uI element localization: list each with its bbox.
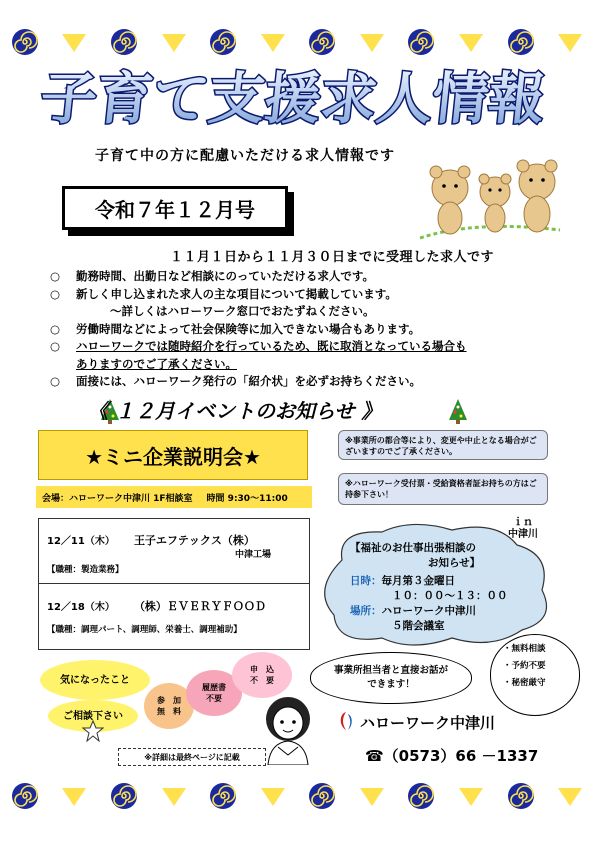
triangle-icon xyxy=(160,28,188,56)
event-heading: 《 １２月イベントのお知らせ 》 xyxy=(88,399,382,423)
feature-item: ・予約不要 xyxy=(503,661,546,671)
note-item: ○ 新しく申し込まれた求人の主な項目について掲載しています。 xyxy=(50,286,397,301)
bubble-resume: 履歴書 不要 xyxy=(186,670,242,716)
note-item: ○ 労働時間などによって社会保険等に加入できない場合もあります。 xyxy=(50,321,421,336)
welfare-place: 場所：ハローワーク中津川 xyxy=(350,605,476,617)
period-text: １１月１日から１１月３０日までに受理した求人です xyxy=(170,250,495,265)
note-item: ありますのでご了承ください。 xyxy=(76,356,237,371)
event-title: ★ミニ企業説明会★ xyxy=(38,430,308,480)
feature-item: ・秘密厳守 xyxy=(503,678,546,688)
spiral-icon xyxy=(209,28,237,56)
subtitle: 子育て中の方に配慮いただける求人情報です xyxy=(95,148,395,164)
spiral-icon xyxy=(507,782,535,810)
hellowork-logo-icon xyxy=(336,710,356,736)
note-item: ○ 面接には、ハローワーク発行の「紹介状」を必ずお持ちください。 xyxy=(50,374,421,388)
bears-illustration xyxy=(415,150,565,250)
triangle-icon xyxy=(60,782,88,810)
top-border xyxy=(0,22,595,62)
bubble-consult: ご相談下さい xyxy=(48,700,138,732)
session-jobs: 【職種：調理パート、調理師、栄養士、調理補助】 xyxy=(47,625,242,635)
welfare-title-2: お知らせ】 xyxy=(428,557,481,569)
bubble-no-apply: 申 込 不 要 xyxy=(232,652,292,698)
spiral-icon xyxy=(407,28,435,56)
triangle-icon xyxy=(259,782,287,810)
triangle-icon xyxy=(259,28,287,56)
triangle-icon xyxy=(358,782,386,810)
spiral-icon xyxy=(507,28,535,56)
venue-label: 会場：ハローワーク中津川 1F相談室 xyxy=(42,493,193,504)
speech-bubble: 事業所担当者と直接お話が できます！ xyxy=(310,652,472,704)
note-item: ～詳しくはハローワーク窓口でおたずねください。 xyxy=(110,304,375,318)
spiral-icon xyxy=(110,782,138,810)
session-item: 12／18（木） （株）ＥＶＥＲＹＦＯＯＤ xyxy=(47,600,266,613)
staff-illustration xyxy=(258,695,318,769)
triangle-icon xyxy=(358,28,386,56)
divider xyxy=(39,583,309,584)
document-notice: ※ハローワーク受付票・受給資格者証お持ちの方はご持参下さい！ xyxy=(338,473,548,505)
session-branch: 中津工場 xyxy=(235,550,272,560)
venue-bar xyxy=(36,486,312,508)
triangle-icon xyxy=(160,782,188,810)
spiral-icon xyxy=(110,28,138,56)
in-label: ｉｎ 中津川 xyxy=(508,517,538,540)
tree-icon xyxy=(448,398,468,428)
consult-features xyxy=(490,634,580,716)
triangle-icon xyxy=(457,28,485,56)
spiral-icon xyxy=(407,782,435,810)
bubble-question: 気になったこと xyxy=(40,660,150,700)
note-item: ○ 勤務時間、出勤日など相談にのっていただける求人です。 xyxy=(50,269,374,283)
spiral-icon xyxy=(11,28,39,56)
welfare-time: １０：００～１３：００ xyxy=(392,590,508,602)
triangle-icon xyxy=(457,782,485,810)
main-title xyxy=(40,58,555,136)
spiral-icon xyxy=(308,782,336,810)
spiral-icon xyxy=(11,782,39,810)
welfare-date: 日時：毎月第３金曜日 xyxy=(350,575,455,587)
change-notice: ※事業所の都合等により、変更や中止となる場合がございますのでご了承ください。 xyxy=(338,430,548,460)
notes-list xyxy=(50,268,550,391)
star-icon xyxy=(82,720,104,746)
bubble-free: 参 加 無 料 xyxy=(144,683,194,729)
spiral-icon xyxy=(308,28,336,56)
detail-note: ※詳細は最終ページに記載 xyxy=(118,748,266,766)
issue-label: 令和７年１２月号 xyxy=(62,186,288,230)
triangle-icon xyxy=(60,28,88,56)
org-name: ハローワーク中津川 xyxy=(360,714,496,732)
triangle-icon xyxy=(556,28,584,56)
session-item: 12／11（木） 王子エフテックス（株） xyxy=(47,534,255,547)
time-label: 時間 9:30～11:00 xyxy=(206,493,288,504)
triangle-icon xyxy=(556,782,584,810)
bottom-border xyxy=(0,776,595,816)
welfare-title: 【福祉のお仕事出張相談の xyxy=(350,542,476,554)
phone-number: ☎（0573）66 －1337 xyxy=(365,747,539,765)
note-item: ○ ハローワークでは随時紹介を行っているため、既に取消となっている場合も xyxy=(50,339,467,353)
svg-text:子育て支援求人情報: 子育て支援求人情報 xyxy=(40,67,548,132)
welfare-floor: ５階会議室 xyxy=(392,620,445,632)
feature-item: ・無料相談 xyxy=(503,644,546,654)
session-jobs: 【職種：製造業務】 xyxy=(47,565,124,575)
session-schedule xyxy=(38,518,310,650)
spiral-icon xyxy=(209,782,237,810)
